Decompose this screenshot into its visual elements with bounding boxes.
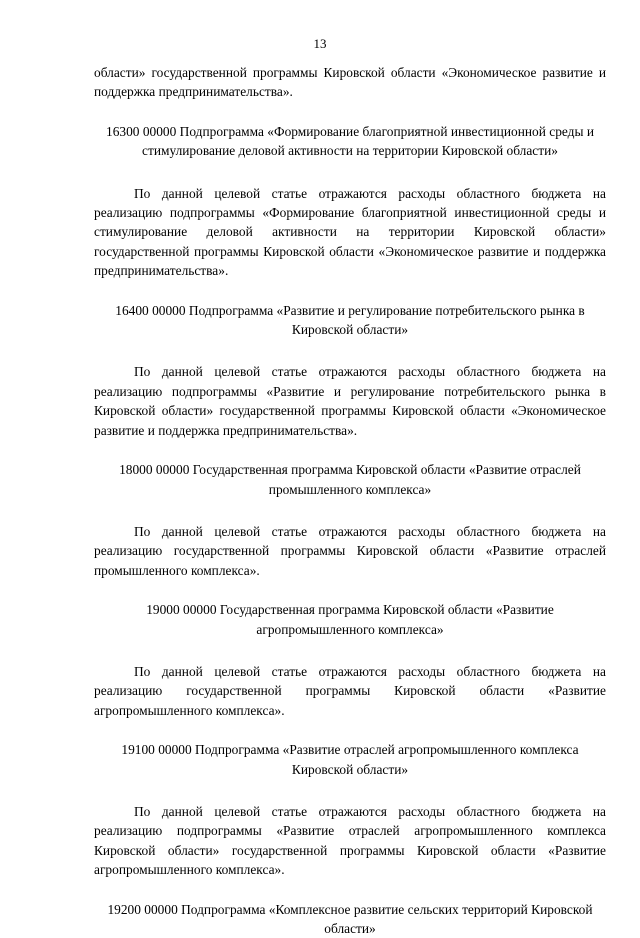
paragraph-19000: По данной целевой статье отражаются расходы областного бюджета на реализацию государственной программы Кировской области «Развитие агропромышленного комплекса». [94,663,606,718]
section-heading-18000: 18000 00000 Государственная программа Кировской области «Развитие отраслей промышленного комплекса» [119,462,581,497]
paragraph-19100: По данной целевой статье отражаются расходы областного бюджета на реализацию подпрограммы «Развитие отраслей агропромышленного комплекса Кировской области» государственной программы Кировской области «Развитие агропромышленного комплекса». [94,803,606,878]
document-body [94,63,606,938]
section-heading-19200: 19200 00000 Подпрограмма «Комплексное развитие сельских территорий Кировской области» [107,901,593,936]
paragraph-continuation: области» государственной программы Кировской области «Экономическое развитие и поддержка предпринимательства». [94,65,606,100]
paragraph-16400: По данной целевой статье отражаются расходы областного бюджета на реализацию подпрограммы «Развитие и регулирование потребительского рынка в Кировской области» государственной программы Кировской области «Экономическое развитие и поддержка предпринимательства». [94,364,606,438]
section-heading-16300: 16300 00000 Подпрограмма «Формирование благоприятной инвестиционной среды и стимулирование деловой активности на территории Кировской области» [106,123,594,159]
section-heading-16400: 16400 00000 Подпрограмма «Развитие и регулирование потребительского рынка в Кировской области» [115,302,585,338]
section-heading-19100: 19100 00000 Подпрограмма «Развитие отраслей агропромышленного комплекса Кировской области» [121,742,579,777]
paragraph-18000: По данной целевой статье отражаются расходы областного бюджета на реализацию государственной программы Кировской области «Развитие отраслей промышленного комплекса». [94,523,606,578]
section-heading-19000: 19000 00000 Государственная программа Кировской области «Развитие агропромышленного комплекса» [146,602,554,637]
paragraph-16300: По данной целевой статье отражаются расходы областного бюджета на реализацию подпрограммы «Формирование благоприятной инвестиционной среды и стимулирование деловой активности на территории Кировской области» государственной программы Кировской области «Экономическое развитие и поддержка предпринимательства». [94,185,606,279]
page-number: 13 [313,36,327,51]
